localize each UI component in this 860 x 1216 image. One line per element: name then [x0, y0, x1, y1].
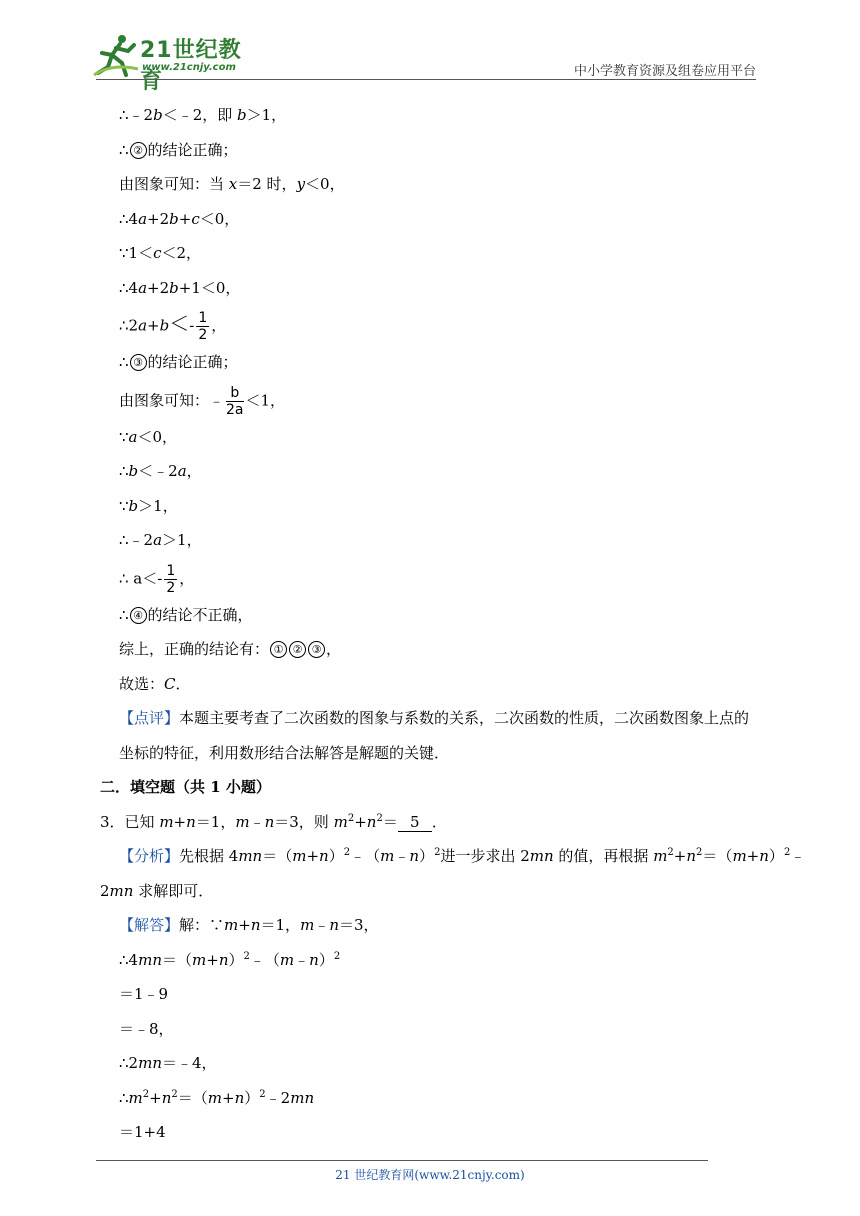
answer-blank: 5 [398, 813, 432, 832]
text-line: ∵1＜c＜2， [119, 244, 202, 262]
footer-divider [96, 1160, 708, 1161]
text-line: 由图象可知：﹣ $\frac{b}{2a}$ ＜1， [119, 384, 286, 418]
solution-line: $\therefore 4mn=(m+n)^2﹣(m﹣n)^2$ [119, 950, 341, 969]
page-header [0, 0, 860, 94]
logo-url: www.21cnjy.com [142, 62, 236, 73]
text-line: 故选：C． [119, 674, 191, 693]
solution-line: ∴2mn＝﹣4， [119, 1054, 217, 1072]
solution-tag: 【解答】 [119, 916, 180, 934]
solution-line: $\therefore m^2+n^2=(m+n)^2﹣2mn$ [119, 1088, 315, 1107]
text-line: ∴ ④ 的结论不正确， [119, 605, 253, 624]
solution-line: ＝1﹣9 [119, 985, 169, 1003]
circled-number: ① [270, 641, 287, 658]
header-divider [96, 79, 756, 80]
text-line: ∵b＞1， [119, 496, 178, 515]
circled-number: ② [289, 641, 306, 658]
circled-number: ③ [130, 354, 147, 371]
runner-logo-icon [92, 33, 140, 77]
comment-line: 坐标的特征，利用数形结合法解答是解题的关键． [119, 743, 450, 762]
fraction: $\frac{1}{2}$ [166, 562, 176, 596]
footer-text: 21 世纪教育网(www.21cnjy.com) [335, 1168, 525, 1182]
analysis-line: 【分析】先根据 $4mn=(m+n)^2﹣(m﹣n)^2$进一步求出 2mn 的值，再根据 $m^2+n^2=(m+n)^2﹣$ [119, 847, 806, 865]
text-line: ∵a＜0， [119, 427, 178, 446]
text-line: ∴ ③ 的结论正确； [119, 353, 238, 371]
solution-line: ＝﹣8， [119, 1019, 174, 1038]
fraction: $\frac{b}{2a}$ [226, 384, 244, 418]
site-logo [92, 33, 262, 94]
text-line: ∴2a+b＜- $\frac{1}{2}$ ， [119, 310, 227, 343]
text-line: ∴4a+2b+1＜0， [119, 278, 241, 297]
text-line: ∴﹣2b＜﹣2，即 b＞1， [119, 106, 287, 124]
logo-text: 21世纪教育 [140, 38, 242, 94]
text-line: ∴ ② 的结论正确； [119, 140, 238, 159]
circled-number: ② [130, 142, 147, 159]
comment-line: 【点评】本题主要考查了二次函数的图象与系数的关系，二次函数的性质，二次函数图象上点的 [119, 709, 750, 727]
section-heading: 二．填空题（共 1 小题） [100, 778, 271, 796]
document-body [100, 103, 806, 1155]
analysis-tag: 【分析】 [119, 847, 180, 865]
text-line: 由图象可知：当 x＝2 时，y＜0， [119, 175, 345, 193]
text-line: ∴4a+2b+c＜0， [119, 209, 240, 228]
text-line: ∴b＜﹣2a， [119, 462, 202, 480]
circled-number: ④ [130, 607, 147, 624]
question-line: 3．已知 m+n＝1，m﹣n＝3，则 $m^2+n^2= 5$ ． [100, 812, 447, 831]
analysis-line: 2mn 求解即可． [100, 881, 214, 900]
solution-line: ＝1+4 [119, 1123, 166, 1141]
solution-line: 【解答】解：∵m+n＝1，m﹣n＝3， [119, 916, 379, 934]
comment-tag: 【点评】 [119, 709, 180, 727]
circled-number: ③ [308, 641, 325, 658]
text-line: ∴ a＜- $\frac{1}{2}$ ， [119, 562, 195, 596]
text-line: 综上，正确的结论有： ① ② ③ ， [119, 640, 342, 658]
text-line: ∴﹣2a＞1， [119, 531, 202, 549]
header-platform-text: 中小学教育资源及组卷应用平台 [573, 64, 756, 79]
fraction: $\frac{1}{2}$ [198, 310, 208, 343]
